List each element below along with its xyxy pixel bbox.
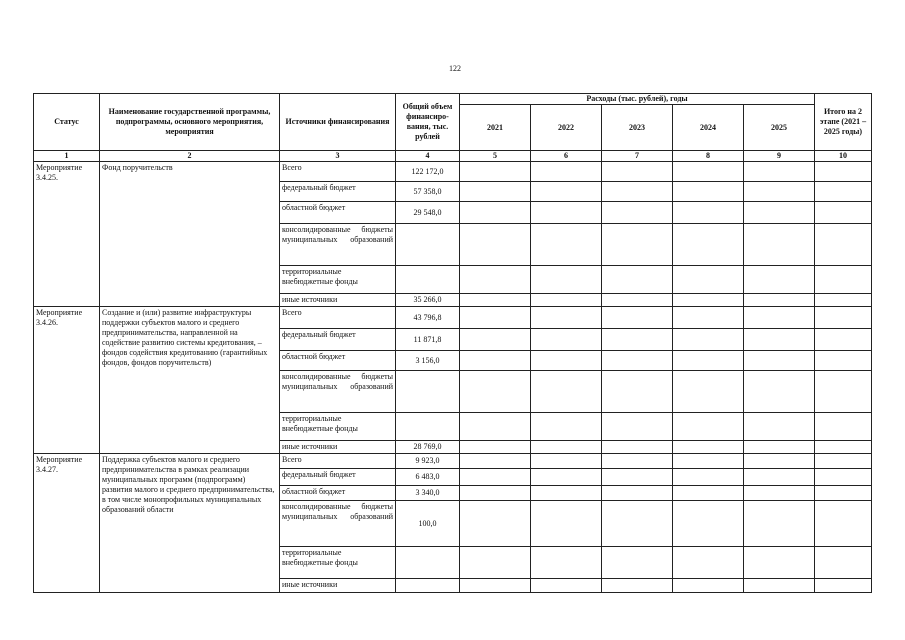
year-value-cell	[460, 307, 531, 329]
page-number: 122	[449, 64, 461, 73]
stage-total-cell	[815, 469, 872, 486]
year-value-cell	[460, 486, 531, 501]
source-label	[280, 266, 396, 294]
total-volume-cell: 43 796,8	[396, 307, 460, 329]
year-value-cell	[460, 454, 531, 469]
column-number-row	[34, 151, 872, 162]
year-value-cell	[460, 413, 531, 441]
year-value-cell	[460, 579, 531, 593]
year-value-cell	[460, 501, 531, 547]
year-value-cell	[531, 547, 602, 579]
financing-table	[33, 93, 872, 593]
year-value-cell	[602, 266, 673, 294]
year-value-cell	[673, 371, 744, 413]
stage-total-cell	[815, 294, 872, 307]
source-label-text: федеральный бюджет	[282, 470, 356, 479]
year-value-cell	[531, 182, 602, 202]
column-number: 7	[602, 151, 673, 162]
measure-status: Мероприятие 3.4.26.	[34, 307, 100, 454]
stage-total-cell	[815, 351, 872, 371]
stage-total-cell	[815, 486, 872, 501]
year-value-cell	[602, 441, 673, 454]
year-value-cell	[744, 454, 815, 469]
total-volume-cell	[396, 371, 460, 413]
stage-total-cell	[815, 202, 872, 224]
year-value-cell	[602, 454, 673, 469]
source-label	[280, 501, 396, 547]
source-label-text: консолидированные бюджеты муниципальных образований	[282, 372, 393, 391]
year-value-cell	[602, 501, 673, 547]
year-value-cell	[531, 351, 602, 371]
total-volume-cell	[396, 579, 460, 593]
year-value-cell	[744, 413, 815, 441]
year-value-cell	[744, 371, 815, 413]
source-label-text: областной бюджет	[282, 203, 346, 212]
source-label-text: федеральный бюджет	[282, 183, 356, 192]
total-volume-cell: 57 358,0	[396, 182, 460, 202]
year-value-cell	[531, 413, 602, 441]
source-label-text: иные источники	[282, 295, 338, 304]
total-volume-cell: 35 266,0	[396, 294, 460, 307]
source-label	[280, 329, 396, 351]
year-value-cell	[602, 371, 673, 413]
stage-total-cell	[815, 162, 872, 182]
source-label-text: территориальные внебюджетные фонды	[282, 548, 358, 567]
year-value-cell	[673, 202, 744, 224]
total-volume-cell: 100,0	[396, 501, 460, 547]
column-number: 8	[673, 151, 744, 162]
total-volume-cell: 122 172,0	[396, 162, 460, 182]
year-value-cell	[602, 486, 673, 501]
source-label-text: Всего	[282, 455, 302, 464]
year-value-cell	[602, 329, 673, 351]
year-value-cell	[744, 501, 815, 547]
source-label-text: иные источники	[282, 580, 338, 589]
header-expenses: Расходы (тыс. рублей), годы	[460, 94, 815, 105]
year-value-cell	[602, 182, 673, 202]
year-value-cell	[673, 162, 744, 182]
source-label	[280, 469, 396, 486]
year-value-cell	[673, 547, 744, 579]
total-volume-cell: 29 548,0	[396, 202, 460, 224]
measure-status: Мероприятие 3.4.25.	[34, 162, 100, 307]
year-value-cell	[744, 307, 815, 329]
year-value-cell	[531, 329, 602, 351]
source-label-text: консолидированные бюджеты муниципальных образований	[282, 225, 393, 244]
stage-total-cell	[815, 579, 872, 593]
source-row-all	[34, 307, 872, 329]
year-value-cell	[531, 469, 602, 486]
stage-total-cell	[815, 441, 872, 454]
column-number: 6	[531, 151, 602, 162]
source-label-text: областной бюджет	[282, 352, 346, 361]
stage-total-cell	[815, 182, 872, 202]
total-volume-cell	[396, 547, 460, 579]
source-row-all	[34, 454, 872, 469]
header-total-volume: Общий объем финансиро-вания, тыс. рублей	[396, 94, 460, 151]
total-volume-cell: 11 871,8	[396, 329, 460, 351]
year-value-cell	[460, 371, 531, 413]
year-value-cell	[744, 579, 815, 593]
source-label-text: территориальные внебюджетные фонды	[282, 267, 358, 286]
year-value-cell	[602, 162, 673, 182]
source-label	[280, 413, 396, 441]
year-value-cell	[602, 469, 673, 486]
total-volume-cell	[396, 224, 460, 266]
source-label	[280, 294, 396, 307]
year-value-cell	[673, 182, 744, 202]
year-value-cell	[673, 454, 744, 469]
year-value-cell	[673, 413, 744, 441]
year-value-cell	[673, 294, 744, 307]
year-value-cell	[673, 486, 744, 501]
year-value-cell	[673, 501, 744, 547]
total-volume-cell: 3 156,0	[396, 351, 460, 371]
stage-total-cell	[815, 266, 872, 294]
total-volume-cell: 28 769,0	[396, 441, 460, 454]
year-value-cell	[744, 351, 815, 371]
year-value-cell	[531, 501, 602, 547]
header-year: 2024	[673, 105, 744, 151]
year-value-cell	[673, 329, 744, 351]
year-value-cell	[531, 441, 602, 454]
year-value-cell	[531, 307, 602, 329]
header-status: Статус	[34, 94, 100, 151]
source-label-text: федеральный бюджет	[282, 330, 356, 339]
year-value-cell	[673, 469, 744, 486]
year-value-cell	[744, 486, 815, 501]
year-value-cell	[460, 469, 531, 486]
source-label-text: областной бюджет	[282, 487, 346, 496]
source-label	[280, 182, 396, 202]
source-label	[280, 351, 396, 371]
source-label-text: консолидированные бюджеты муниципальных образований	[282, 502, 393, 521]
stage-total-cell	[815, 501, 872, 547]
header-year: 2023	[602, 105, 673, 151]
year-value-cell	[460, 329, 531, 351]
source-label	[280, 579, 396, 593]
source-label	[280, 486, 396, 501]
year-value-cell	[531, 454, 602, 469]
year-value-cell	[531, 162, 602, 182]
header-year: 2022	[531, 105, 602, 151]
year-value-cell	[744, 441, 815, 454]
year-value-cell	[602, 579, 673, 593]
year-value-cell	[460, 162, 531, 182]
source-label	[280, 441, 396, 454]
header-sources: Источники финансирования	[280, 94, 396, 151]
stage-total-cell	[815, 454, 872, 469]
source-label	[280, 162, 396, 182]
column-number: 3	[280, 151, 396, 162]
source-row-all	[34, 162, 872, 182]
year-value-cell	[744, 224, 815, 266]
measure-name: Фонд поручительств	[100, 162, 280, 307]
year-value-cell	[460, 547, 531, 579]
year-value-cell	[602, 351, 673, 371]
year-value-cell	[744, 266, 815, 294]
year-value-cell	[460, 351, 531, 371]
stage-total-cell	[815, 329, 872, 351]
year-value-cell	[460, 202, 531, 224]
column-number: 9	[744, 151, 815, 162]
year-value-cell	[531, 202, 602, 224]
source-label	[280, 202, 396, 224]
year-value-cell	[531, 579, 602, 593]
column-number: 1	[34, 151, 100, 162]
year-value-cell	[460, 224, 531, 266]
year-value-cell	[531, 371, 602, 413]
source-label-text: иные источники	[282, 442, 338, 451]
total-volume-cell: 9 923,0	[396, 454, 460, 469]
year-value-cell	[673, 441, 744, 454]
year-value-cell	[673, 307, 744, 329]
column-number: 4	[396, 151, 460, 162]
year-value-cell	[744, 469, 815, 486]
header-year: 2021	[460, 105, 531, 151]
year-value-cell	[460, 441, 531, 454]
column-number: 10	[815, 151, 872, 162]
total-volume-cell	[396, 413, 460, 441]
total-volume-cell: 3 340,0	[396, 486, 460, 501]
measure-status: Мероприятие 3.4.27.	[34, 454, 100, 593]
year-value-cell	[744, 294, 815, 307]
stage-total-cell	[815, 224, 872, 266]
year-value-cell	[460, 266, 531, 294]
source-label-text: территориальные внебюджетные фонды	[282, 414, 358, 433]
source-label	[280, 307, 396, 329]
column-number: 5	[460, 151, 531, 162]
year-value-cell	[602, 307, 673, 329]
source-label	[280, 224, 396, 266]
column-number: 2	[100, 151, 280, 162]
year-value-cell	[744, 202, 815, 224]
year-value-cell	[673, 224, 744, 266]
source-label	[280, 371, 396, 413]
year-value-cell	[602, 547, 673, 579]
source-label-text: Всего	[282, 163, 302, 172]
measure-name: Создание и (или) развитие инфраструктуры поддержки субъектов малого и среднего предпринимательства, направленной на содействие развитию системы кредитования, – фондов содействия кредитованию (гарантийных фондов, фондов поручительств)	[100, 307, 280, 454]
year-value-cell	[460, 294, 531, 307]
year-value-cell	[531, 266, 602, 294]
total-volume-cell	[396, 266, 460, 294]
header-stage-total: Итого на 2 этапе (2021 – 2025 годы)	[815, 94, 872, 151]
header-year: 2025	[744, 105, 815, 151]
year-value-cell	[602, 413, 673, 441]
source-label-text: Всего	[282, 308, 302, 317]
year-value-cell	[744, 162, 815, 182]
source-label	[280, 547, 396, 579]
stage-total-cell	[815, 413, 872, 441]
stage-total-cell	[815, 371, 872, 413]
year-value-cell	[602, 202, 673, 224]
year-value-cell	[460, 182, 531, 202]
year-value-cell	[531, 486, 602, 501]
year-value-cell	[744, 182, 815, 202]
year-value-cell	[602, 224, 673, 266]
stage-total-cell	[815, 307, 872, 329]
year-value-cell	[531, 294, 602, 307]
year-value-cell	[602, 294, 673, 307]
measure-name: Поддержка субъектов малого и среднего предпринимательства в рамках реализации муниципальных программ (подпрограмм) развития малого и среднего предпринимательства, в том числе монопрофильных муниципальных образований области	[100, 454, 280, 593]
year-value-cell	[744, 547, 815, 579]
year-value-cell	[673, 351, 744, 371]
year-value-cell	[673, 579, 744, 593]
year-value-cell	[531, 224, 602, 266]
total-volume-cell: 6 483,0	[396, 469, 460, 486]
stage-total-cell	[815, 547, 872, 579]
year-value-cell	[673, 266, 744, 294]
year-value-cell	[744, 329, 815, 351]
source-label	[280, 454, 396, 469]
header-name: Наименование государственной программы, подпрограммы, основного мероприятия, мероприятия	[100, 94, 280, 151]
